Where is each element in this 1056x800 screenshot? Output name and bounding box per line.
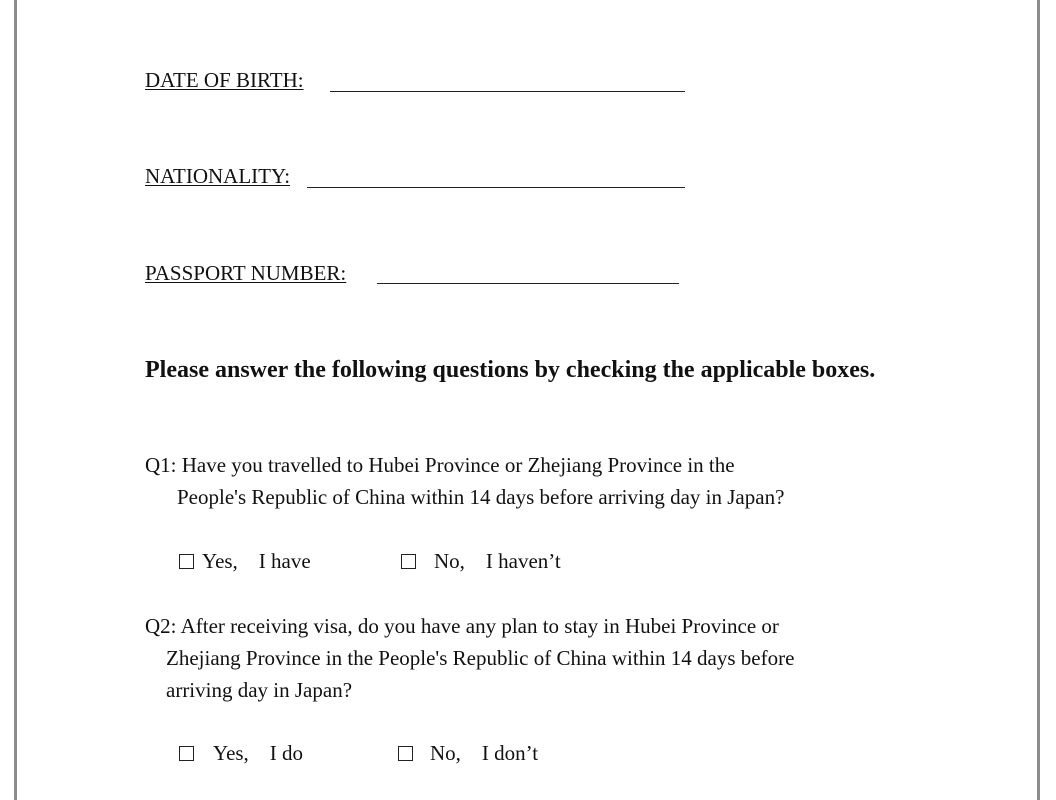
date-of-birth-field [145, 68, 304, 92]
passport-number-field [145, 261, 346, 285]
page-border-left [14, 0, 17, 800]
page-border-right [1037, 0, 1040, 800]
instruction-heading: Please answer the following questions by checking the applicable boxes. [145, 357, 876, 383]
q1-no-option[interactable] [401, 549, 561, 573]
passport-number-blank[interactable] [377, 283, 679, 284]
question-2-line-3: arriving day in Japan? [166, 678, 353, 702]
question-2-line-2: Zhejiang Province in the People's Republic of China within 14 days before [166, 646, 795, 670]
question-1-line-2: People's Republic of China within 14 days before arriving day in Japan? [177, 485, 785, 509]
q2-no-checkbox[interactable] [398, 746, 413, 761]
question-1 [145, 449, 784, 513]
date-of-birth-label: DATE OF BIRTH: [145, 68, 304, 92]
q1-no-label: No, I haven’t [434, 549, 561, 573]
q1-yes-label: Yes, I have [202, 549, 311, 573]
q2-yes-label: Yes, I do [213, 741, 304, 765]
passport-number-label: PASSPORT NUMBER: [145, 261, 347, 285]
nationality-blank[interactable] [307, 187, 685, 188]
q1-yes-checkbox[interactable] [179, 554, 194, 569]
question-1-line-1: Q1: Have you travelled to Hubei Province or Zhejiang Province in the [145, 453, 735, 477]
q1-no-checkbox[interactable] [401, 554, 416, 569]
q2-yes-checkbox[interactable] [179, 746, 194, 761]
question-2 [145, 610, 794, 706]
question-2-line-1: Q2: After receiving visa, do you have any plan to stay in Hubei Province or [145, 614, 779, 638]
q2-yes-option[interactable] [179, 741, 303, 765]
q2-no-label: No, I don’t [430, 741, 539, 765]
q1-yes-option[interactable] [179, 549, 311, 573]
date-of-birth-blank[interactable] [330, 91, 685, 92]
q2-no-option[interactable] [398, 741, 538, 765]
nationality-field [145, 164, 290, 188]
nationality-label: NATIONALITY: [145, 164, 291, 188]
